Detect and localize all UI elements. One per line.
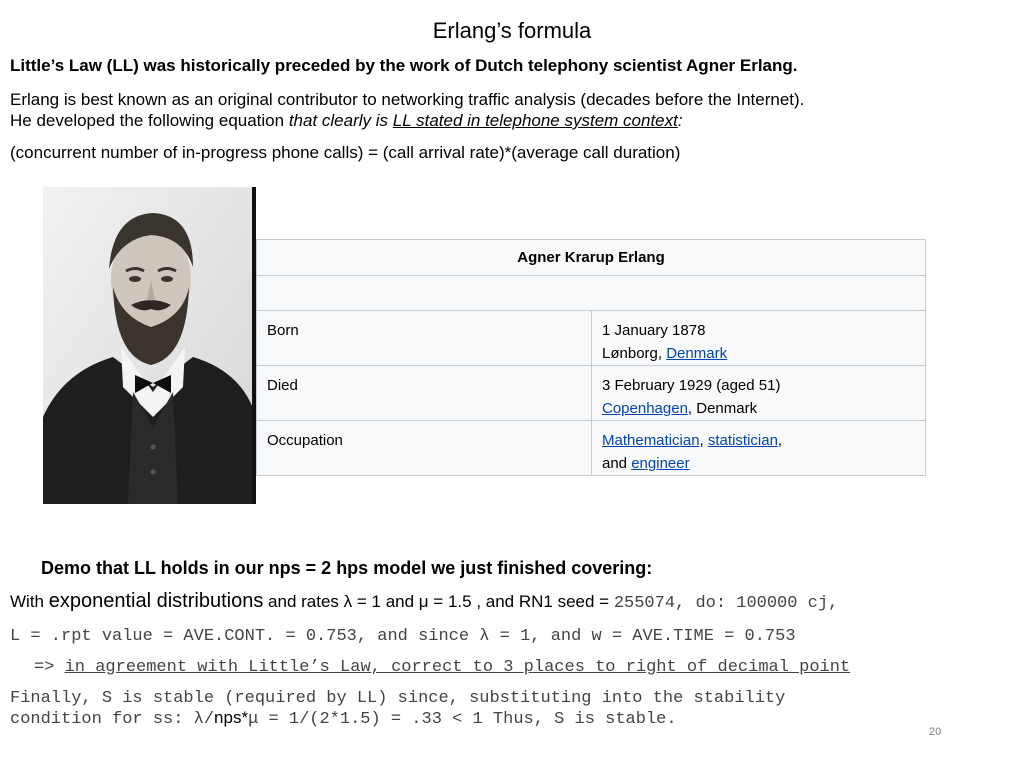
intro-line-2 — [10, 110, 804, 131]
with-line — [10, 590, 838, 613]
intro-line-1: Erlang is best known as an original contributor to networking traffic analysis (decades before the Internet). — [10, 90, 805, 109]
l-value-line: L = .rpt value = AVE.CONT. = 0.753, and since λ = 1, and w = AVE.TIME = 0.753 — [10, 627, 796, 646]
stability-line-2-nps: nps* — [214, 708, 249, 727]
slide-title: Erlang’s formula — [432, 18, 592, 43]
born-place-text: Lønborg, — [602, 345, 667, 362]
infobox-title: Agner Krarup Erlang — [257, 240, 926, 276]
infobox-row-died — [257, 366, 926, 421]
agreement-arrow: => — [34, 658, 65, 677]
occupation-line-2 — [602, 452, 915, 475]
intro-paragraph — [10, 89, 804, 131]
stability-line-2-c: μ = 1/(2*1.5) = .33 < 1 Thus, S is stable. — [248, 710, 677, 729]
stability-line-2-a: condition for ss: λ/ — [10, 710, 215, 729]
infobox-value-born — [592, 311, 926, 366]
infobox-label-occupation: Occupation — [257, 421, 592, 476]
link-statistician[interactable]: statistician — [707, 432, 778, 449]
infobox-row-born — [257, 311, 926, 366]
agreement-text: in agreement with Little’s Law, correct to 3 places to right of decimal point — [64, 658, 851, 677]
stability-line-2 — [10, 708, 785, 729]
with-line-rates: and rates λ = 1 and μ = 1.5 , and RN1 seed = — [263, 592, 614, 611]
link-mathematician[interactable]: Mathematician — [602, 432, 700, 449]
demo-heading: Demo that LL holds in our nps = 2 hps model we just finished covering: — [41, 558, 653, 578]
intro-heading: Little’s Law (LL) was historically preceded by the work of Dutch telephony scientist Agner Erlang. — [10, 56, 798, 75]
erlang-equation: (concurrent number of in-progress phone calls) = (call arrival rate)*(average call duration) — [10, 143, 681, 162]
stability-paragraph — [10, 689, 785, 729]
infobox-label-born: Born — [257, 311, 592, 366]
intro-line-2-b: that clearly is — [288, 111, 393, 130]
occupation-sep-1: , — [699, 432, 708, 449]
occupation-line-1 — [602, 429, 915, 452]
born-place — [602, 342, 915, 365]
born-date: 1 January 1878 — [602, 322, 706, 339]
infobox-value-died — [592, 366, 926, 421]
erlang-infobox — [256, 239, 926, 476]
intro-line-2-emphasis: LL stated in telephone system context — [392, 111, 678, 130]
infobox-row-occupation — [257, 421, 926, 476]
erlang-portrait-photo — [43, 187, 256, 504]
intro-line-2-a: He developed the following equation — [10, 111, 289, 130]
agreement-line — [34, 658, 850, 677]
died-place — [602, 397, 915, 420]
page-number: 20 — [929, 726, 942, 738]
occupation-sep-2: , — [777, 432, 783, 449]
infobox-image-row — [257, 276, 926, 311]
link-copenhagen[interactable]: Copenhagen — [602, 400, 688, 417]
stability-line-1: Finally, S is stable (required by LL) since, substituting into the stability — [10, 689, 786, 708]
infobox-label-died: Died — [257, 366, 592, 421]
occupation-and: and — [602, 455, 632, 472]
with-line-seed: 255074, do: 100000 cj, — [613, 594, 839, 613]
link-engineer[interactable]: engineer — [631, 455, 690, 472]
with-line-a: With — [10, 592, 49, 611]
intro-line-2-colon: : — [677, 111, 683, 130]
link-denmark[interactable]: Denmark — [666, 345, 728, 362]
infobox-value-occupation — [592, 421, 926, 476]
with-line-exponential: exponential distributions — [48, 590, 264, 612]
died-place-text: , Denmark — [687, 400, 758, 417]
died-date: 3 February 1929 (aged 51) — [602, 377, 781, 394]
